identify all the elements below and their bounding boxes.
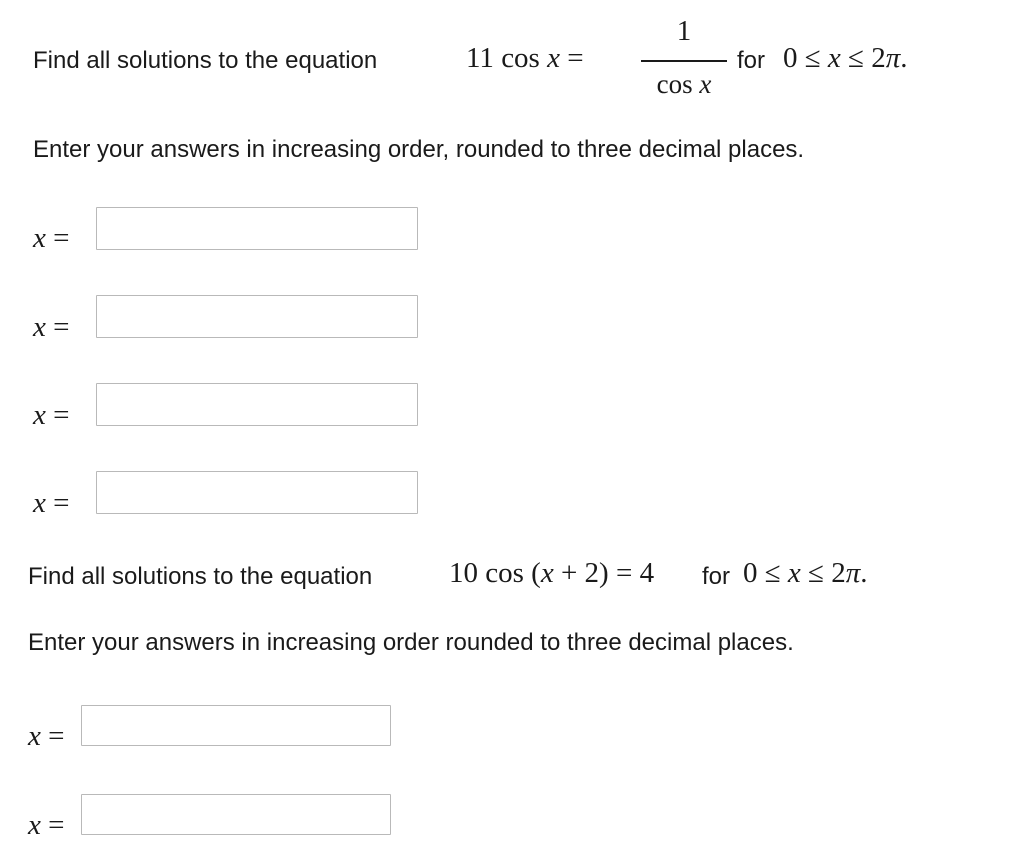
q1-eq-sign: = bbox=[567, 42, 584, 74]
q2-equation bbox=[449, 557, 654, 590]
q1-domain-rhs: ≤ 2 bbox=[840, 42, 886, 74]
q2-answer-1-var: x bbox=[28, 720, 41, 752]
q2-eq-post: + 2) = 4 bbox=[553, 557, 655, 589]
q1-domain-pi: π bbox=[885, 42, 901, 74]
q1-for-word: for bbox=[737, 47, 766, 74]
q1-fraction-denominator bbox=[641, 68, 727, 100]
q1-answer-2-var: x bbox=[33, 311, 46, 343]
q2-domain-lhs: 0 ≤ bbox=[743, 557, 788, 589]
q1-coef: 11 bbox=[466, 42, 494, 74]
q2-domain-pi: π bbox=[845, 557, 861, 589]
q1-equation-lhs bbox=[466, 42, 584, 75]
q1-answer-4-label bbox=[33, 486, 69, 520]
q2-answer-1-label bbox=[28, 719, 64, 753]
q1-fraction-bar bbox=[641, 60, 727, 62]
q1-fraction bbox=[641, 14, 727, 104]
q1-instruction: Enter your answers in increasing order, rounded to three decimal places. bbox=[33, 136, 805, 163]
q1-cos: cos bbox=[501, 42, 540, 74]
q2-domain-end: . bbox=[860, 557, 868, 589]
q1-var: x bbox=[547, 42, 560, 74]
q1-answer-4-var: x bbox=[33, 487, 46, 519]
q1-answer-1-var: x bbox=[33, 222, 46, 254]
q2-domain bbox=[743, 557, 868, 590]
q2-answer-2-var: x bbox=[28, 809, 41, 841]
q1-answer-3-var: x bbox=[33, 399, 46, 431]
q1-answer-4-eq: = bbox=[45, 487, 70, 519]
q1-answer-3-eq: = bbox=[45, 399, 70, 431]
q1-answer-2-input[interactable] bbox=[96, 295, 418, 338]
q1-domain-end: . bbox=[900, 42, 908, 74]
q2-prompt: Find all solutions to the equation bbox=[28, 563, 373, 590]
q1-fraction-numerator: 1 bbox=[676, 15, 692, 47]
q2-eq-var: x bbox=[540, 557, 554, 589]
q1-answer-1-eq: = bbox=[45, 222, 70, 254]
q2-answer-2-label bbox=[28, 808, 64, 842]
q1-answer-2-label bbox=[33, 310, 69, 344]
q2-answer-2-input[interactable] bbox=[81, 794, 391, 835]
q2-answer-1-eq: = bbox=[40, 720, 65, 752]
q1-prompt: Find all solutions to the equation bbox=[33, 47, 378, 74]
q1-domain-lhs: 0 ≤ bbox=[783, 42, 828, 74]
q1-answer-4-input[interactable] bbox=[96, 471, 418, 514]
q1-answer-1-label bbox=[33, 221, 69, 255]
q1-answer-3-label bbox=[33, 398, 69, 432]
q1-answer-2-eq: = bbox=[45, 311, 70, 343]
q2-answer-1-input[interactable] bbox=[81, 705, 391, 746]
q2-for-word: for bbox=[702, 563, 731, 590]
q2-answer-2-eq: = bbox=[40, 809, 65, 841]
q2-instruction: Enter your answers in increasing order rounded to three decimal places. bbox=[28, 629, 794, 656]
q1-den-cos: cos bbox=[656, 69, 693, 99]
q2-domain-var: x bbox=[787, 557, 801, 589]
q1-domain-var: x bbox=[827, 42, 841, 74]
q1-domain bbox=[783, 42, 908, 75]
q1-answer-3-input[interactable] bbox=[96, 383, 418, 426]
q1-answer-1-input[interactable] bbox=[96, 207, 418, 250]
q2-eq-pre: 10 cos ( bbox=[449, 557, 541, 589]
q1-den-var: x bbox=[699, 69, 712, 99]
q2-domain-rhs: ≤ 2 bbox=[800, 557, 846, 589]
